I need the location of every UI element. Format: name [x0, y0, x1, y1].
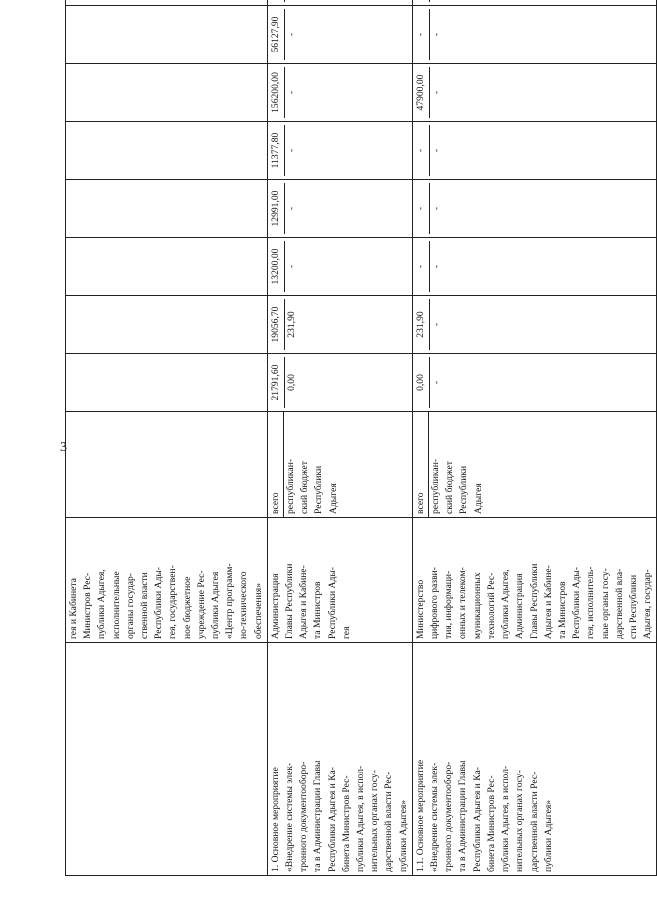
- executor-text-line: гея: [340, 626, 352, 639]
- executor-text-line: та Министров: [556, 581, 568, 639]
- activity-text-line: та в Администрации Главы: [312, 760, 324, 872]
- value-cell: [412, 122, 656, 180]
- value-budget: [285, 0, 300, 2]
- activity-text-line: публики Адыгея, в испол-: [500, 765, 512, 872]
- source-text-line: Адыгея: [472, 483, 484, 514]
- value-cell: [412, 354, 656, 412]
- activity-text-line: публики Адыгея»: [397, 799, 409, 872]
- value-cell: [412, 180, 656, 238]
- activity-text-line: 1. Основное мероприятие: [269, 767, 281, 872]
- executor-text-line: Администрация: [514, 573, 526, 639]
- value-cell: [412, 64, 656, 122]
- value-total: -: [414, 9, 430, 60]
- executor-text-line: та Министров: [312, 581, 324, 639]
- activity-text-line: публики Адыгея»: [542, 799, 554, 872]
- value-cell: [66, 6, 268, 64]
- value-cell: [267, 238, 412, 296]
- value-budget: -: [285, 148, 297, 153]
- value-cell: [267, 64, 412, 122]
- executor-text-line: дарственной вла-: [613, 568, 625, 639]
- executor-text-line: органы государ-: [124, 573, 136, 639]
- page-number: 3: [60, 440, 67, 455]
- rotated-table-container: [65, 16, 654, 876]
- activity-text-line: Республики Адыгея и Ка-: [326, 767, 338, 872]
- activity-text-line: бинета Министров Рес-: [485, 775, 497, 872]
- value-budget: -: [430, 90, 442, 95]
- source-total-label: всего: [269, 412, 284, 517]
- value-total: 156200,00: [269, 67, 285, 118]
- source-text-line: Адыгея: [327, 483, 339, 514]
- source-text-line: ский бюджет: [299, 461, 311, 514]
- activity-text-line: нительных органах госу-: [514, 770, 526, 872]
- value-cell: [66, 354, 268, 412]
- activity-cell: [267, 643, 412, 876]
- value-budget: -: [430, 148, 442, 153]
- source-cell: [267, 412, 412, 518]
- executor-cell: [412, 518, 656, 643]
- value-budget: -: [430, 322, 442, 327]
- table-row-activity-1-1: [412, 0, 656, 876]
- executor-text-line: публики Адыгея,: [96, 569, 108, 639]
- source-text-line: ский бюджет: [444, 461, 456, 514]
- activity-text-line: «Внедрение системы элек-: [429, 762, 441, 872]
- executor-cell: [267, 518, 412, 643]
- value-cell: [412, 296, 656, 354]
- executor-text-line: ственной власти: [139, 572, 151, 639]
- value-budget: -: [285, 90, 297, 95]
- executor-text-line: Республики Ады-: [326, 567, 338, 639]
- activity-text-line: нительных органах госу-: [369, 770, 381, 872]
- value-total: 13200,00: [269, 241, 285, 292]
- source-text-line: Республики: [458, 465, 470, 514]
- value-total: 0,00: [414, 357, 430, 408]
- executor-text-line: Администрация: [269, 573, 281, 639]
- source-text-line: Республики: [313, 465, 325, 514]
- value-budget: -: [285, 206, 297, 211]
- value-budget: 231,90: [285, 311, 297, 338]
- value-budget: -: [285, 264, 297, 269]
- value-total: 21791,60: [269, 357, 285, 408]
- executor-text-line: гея и Кабинета: [68, 578, 79, 639]
- executor-text-line: гея, государствен-: [167, 565, 179, 639]
- executor-text-line: технологий Рес-: [485, 572, 497, 639]
- activity-text-line: та в Администрации Главы: [457, 760, 469, 872]
- executor-text-line: исполнительные: [110, 571, 122, 639]
- value-budget: -: [430, 264, 442, 269]
- value-budget: 0,00: [285, 374, 297, 391]
- value-total: [269, 0, 285, 2]
- executor-cell: [66, 518, 268, 643]
- value-cell: [267, 122, 412, 180]
- value-cell: [267, 0, 412, 6]
- executor-text-line: Адыгея и Кабине-: [542, 565, 554, 639]
- executor-text-line: Адыгея и Кабине-: [298, 565, 310, 639]
- activity-text-line: дарственной власти Рес-: [383, 771, 395, 872]
- executor-text-line: гея, исполнитель-: [585, 566, 597, 639]
- executor-text-line: публики Адыгея: [210, 571, 222, 639]
- executor-text-line: онных и телеком-: [457, 567, 469, 639]
- value-total: 11377,80: [269, 125, 285, 176]
- activity-text-line: 1.1. Основное мероприятие: [414, 759, 426, 872]
- value-cell: [66, 180, 268, 238]
- value-cell: [412, 0, 656, 6]
- value-budget: -: [430, 380, 442, 385]
- value-total: 19056,70: [269, 299, 285, 350]
- value-cell: [267, 6, 412, 64]
- activity-cell: [412, 643, 656, 876]
- budget-table: [65, 0, 657, 876]
- activity-text-line: Республики Адыгея и Ка-: [471, 767, 483, 872]
- activity-text-line: тронного документооборо-: [298, 761, 310, 872]
- executor-text-line: муникационных: [471, 572, 483, 639]
- executor-text-line: но-технического: [238, 571, 250, 639]
- value-total: -: [414, 241, 430, 292]
- source-total-label: всего: [414, 412, 429, 517]
- executor-text-line: тия, информаци-: [443, 570, 455, 639]
- value-budget: -: [430, 32, 442, 37]
- executor-text-line: Главы Республики: [528, 563, 540, 639]
- activity-text-line: дарственной власти Рес-: [528, 771, 540, 872]
- value-cell: [412, 6, 656, 64]
- executor-text-line: Главы Республики: [284, 563, 296, 639]
- source-text-line: республикан-: [285, 458, 297, 514]
- value-total: -: [414, 183, 430, 234]
- executor-text-line: «Центр программ-: [224, 563, 236, 639]
- value-total: 47900,00: [414, 67, 430, 118]
- activity-cell: [66, 643, 268, 876]
- executor-text-line: ное бюджетное: [181, 576, 193, 639]
- value-cell: [267, 180, 412, 238]
- value-cell: [66, 0, 268, 6]
- value-budget: -: [285, 32, 297, 37]
- value-total: 12991,00: [269, 183, 285, 234]
- table-row-activity-1: [267, 0, 412, 876]
- value-cell: [66, 238, 268, 296]
- value-cell: [66, 64, 268, 122]
- activity-text-line: тронного документооборо-: [443, 761, 455, 872]
- value-cell: [412, 238, 656, 296]
- table-row-continuation: [66, 0, 268, 876]
- activity-text-line: «Внедрение системы элек-: [284, 762, 296, 872]
- executor-text-line: цифрового разви-: [429, 567, 441, 639]
- source-cell: [412, 412, 656, 518]
- value-cell: [66, 296, 268, 354]
- executor-text-line: учреждение Рес-: [195, 570, 207, 639]
- executor-text-line: обеспечения»: [252, 582, 264, 639]
- value-total: 231,90: [414, 299, 430, 350]
- activity-text-line: бинета Министров Рес-: [340, 775, 352, 872]
- value-cell: [66, 122, 268, 180]
- executor-text-line: Министров Рес-: [82, 572, 94, 639]
- executor-text-line: Республики Ады-: [153, 567, 165, 639]
- value-cell: [267, 354, 412, 412]
- value-budget: [430, 0, 445, 2]
- executor-text-line: ные органы госу-: [599, 568, 611, 639]
- value-cell: [267, 296, 412, 354]
- activity-text-line: публики Адыгея, в испол-: [355, 765, 367, 872]
- executor-text-line: сти Республики: [627, 574, 639, 639]
- value-budget: -: [430, 206, 442, 211]
- value-total: 56127,90: [269, 9, 285, 60]
- value-total: [414, 0, 430, 2]
- executor-text-line: Адыгея, государ-: [642, 569, 654, 639]
- executor-text-line: Республики Ады-: [571, 567, 583, 639]
- value-total: -: [414, 125, 430, 176]
- source-text-line: республикан-: [430, 458, 442, 514]
- executor-text-line: Министерство: [414, 579, 426, 639]
- executor-text-line: публики Адыгея,: [500, 569, 512, 639]
- source-cell: [66, 412, 268, 518]
